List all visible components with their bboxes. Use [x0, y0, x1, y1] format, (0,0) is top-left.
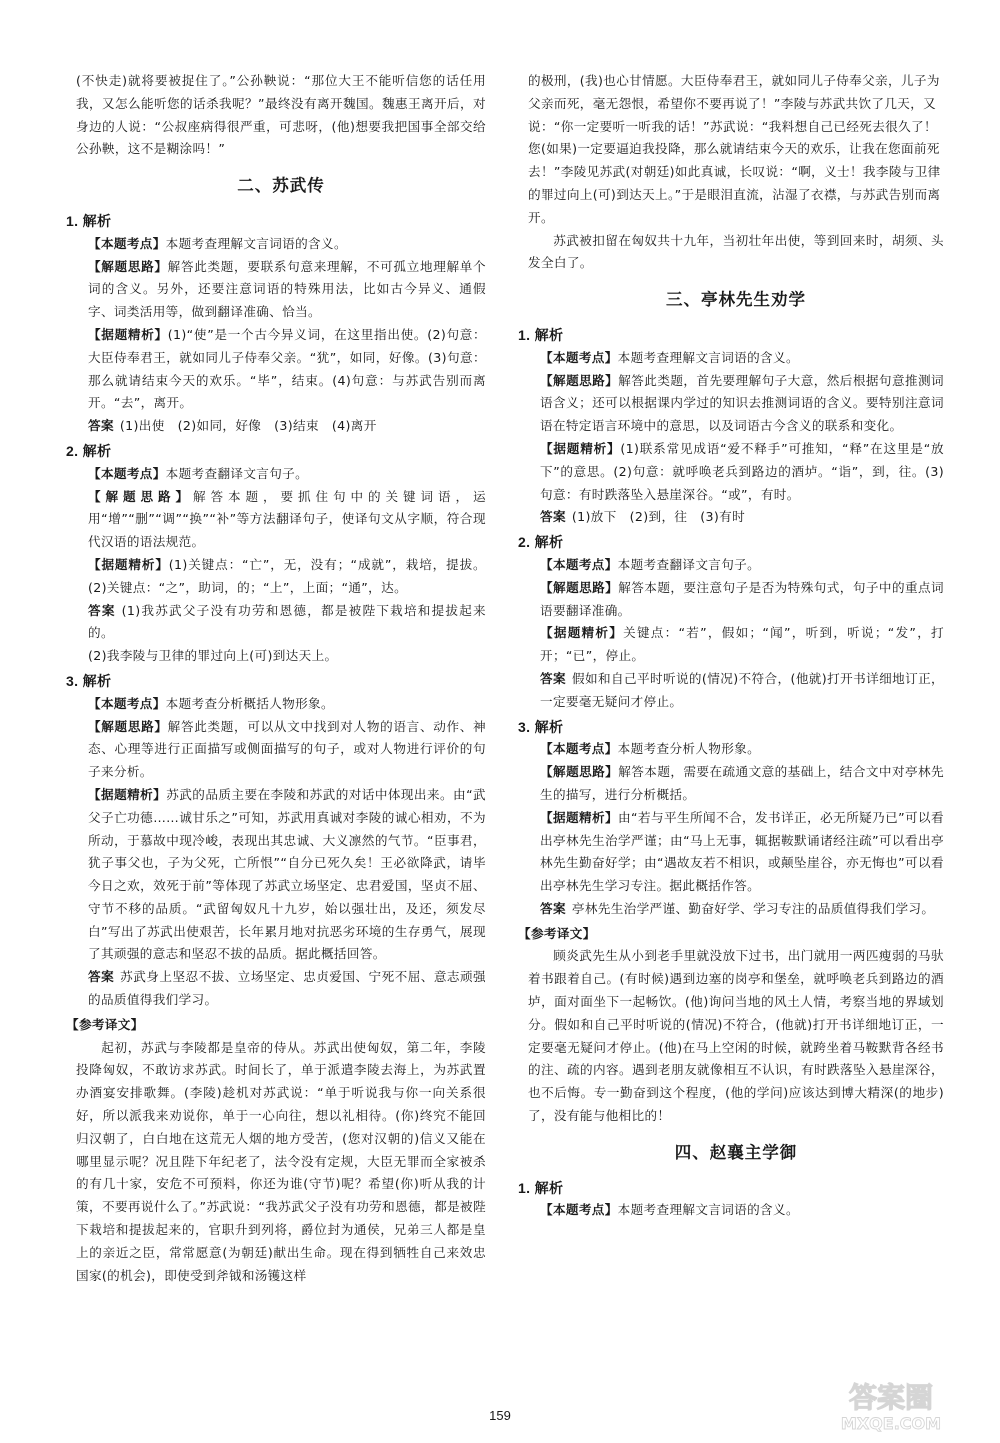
- jingxi-tag: 【据题精析】: [88, 556, 169, 572]
- silu-text: 解答此类题，首先要理解句子大意，然后根据句意推测词语含义；还可以根据课内学过的知识去推测词语的含义。要特别注意词语在特定语言环境中的意思，以及词语古今含义的联系和变化。: [540, 372, 944, 434]
- kaodian-text: 本题考查翻译文言句子。: [165, 465, 309, 481]
- kaodian-tag: 【本题考点】: [88, 695, 166, 711]
- right-column: [518, 70, 944, 1222]
- answer-text-2: (2)我李陵与卫律的罪过向上(可)到达天上。: [88, 648, 338, 664]
- silu-tag: 【解题思路】: [88, 718, 168, 734]
- jingxi-tag: 【据题精析】: [88, 786, 167, 802]
- reference-translation-text: 顾炎武先生从小到老手里就没放下过书，出门就用一两匹瘦弱的马驮着书跟着自己。(有时候)遇到边塞的岗亭和堡垒，就呼唤老兵到路边的酒垆，面对面坐下一起畅饮。(他)询问当地的风土人情，考察当地的界域划分。假如和自己平时听说的(情况)不符合，(他就)打开书详细地订正，一定要毫无疑问才停止。(他)在马上空闲的时候，就跨坐着马鞍默背各经书的注、疏的内容。遇到老朋友就像相互不认识，有时跌落坠入悬崖深谷，也不后悔。专一勤奋到这个程度，(他的学问)应该达到博大精深(的地步)了，没有能与他相比的！: [528, 948, 944, 1124]
- section-title-zhaoxiang: 四、赵襄主学御: [674, 1142, 798, 1162]
- question-heading: 1. 解析: [66, 212, 112, 229]
- jingxi-text: (1)关键点：“亡”，无，没有；“成就”，栽培，提拔。(2)关键点：“之”，助词，的；“上”，上面；“通”，达。: [88, 556, 486, 595]
- question-3: [66, 670, 486, 1012]
- silu-tag: 【解题思路】: [88, 488, 194, 504]
- kaodian-tag: 【本题考点】: [88, 235, 166, 251]
- question-1: [518, 324, 944, 529]
- kaodian-text: 本题考查理解文言词语的含义。: [617, 1202, 799, 1218]
- question-1: [66, 210, 486, 438]
- kaodian-tag: 【本题考点】: [540, 556, 618, 572]
- kaodian-tag: 【本题考点】: [88, 465, 166, 481]
- answer-text: 苏武身上坚忍不拔、立场坚定、忠贞爱国、宁死不屈、意志顽强的品质值得我们学习。: [88, 969, 486, 1008]
- section-title-tinglin: 三、亭林先生劝学: [666, 290, 806, 310]
- kaodian-text: 本题考查分析概括人物形象。: [165, 695, 334, 711]
- question-heading: 2. 解析: [66, 442, 112, 459]
- jingxi-text: (1)联系常见成语“爱不释手”可推知，“释”在这里是“放下”的意思。(2)句意：就呼唤老兵到路边的酒垆。“诣”，到，往。(3)句意：有时跌落坠入悬崖深谷。“或”，有时。: [540, 440, 944, 502]
- answer-label: 答案: [88, 969, 115, 985]
- question-3: [518, 716, 944, 921]
- silu-text: 解答本题，要抓住句中的关键词语，运用“增”“删”“调”“换”“补”等方法翻译句子，使译句文从字顺，符合现代汉语的语法规范。: [88, 488, 486, 550]
- kaodian-text: 本题考查理解文言词语的含义。: [617, 349, 799, 365]
- silu-tag: 【解题思路】: [88, 258, 168, 274]
- translation-continued-2: 苏武被扣留在匈奴共十九年，当初壮年出使，等到回来时，胡须、头发全白了。: [528, 232, 944, 271]
- question-heading: 3. 解析: [518, 718, 564, 735]
- answer-label: 答案: [88, 418, 114, 434]
- question-2: [518, 531, 944, 713]
- jingxi-text: 由“若与平生所闻不合，发书详正，必无所疑乃已”可以看出亭林先生治学严谨；由“马上无事，辄据鞍默诵诸经注疏”可以看出亭林先生勤奋好学；由“遇故友若不相识，或颠坠崖谷，亦无悔也”可以看出亭林先生学习专注。据此概括作答。: [540, 809, 944, 894]
- silu-text: 解答此类题，要联系句意来理解，不可孤立地理解单个词的含义。另外，还要注意词语的特殊用法，比如古今异义、通假字、词类活用等，做到翻译准确、恰当。: [88, 258, 486, 320]
- answer-label: 答案: [540, 509, 566, 525]
- silu-text: 解答本题，要注意句子是否为特殊句式，句子中的重点词语要翻译准确。: [540, 579, 944, 618]
- jingxi-text: (1)“使”是一个古今异义词，在这里指出使。(2)句意：大臣侍奉君王，就如同儿子侍奉父亲。“犹”，如同，好像。(3)句意：那么就请结束今天的欢乐。“毕”，结束。(4)句意：与苏武告别而离开。“去”，离开。: [88, 326, 486, 411]
- watermark-logo: [796, 1373, 986, 1435]
- silu-tag: 【解题思路】: [540, 764, 619, 780]
- kaodian-text: 本题考查翻译文言句子。: [617, 556, 761, 572]
- kaodian-tag: 【本题考点】: [540, 1202, 618, 1218]
- watermark-text: 答案圈: [848, 1381, 934, 1414]
- question-heading: 2. 解析: [518, 534, 564, 551]
- question-2: [66, 440, 486, 668]
- question-heading: 1. 解析: [518, 1179, 564, 1196]
- answer-text: (1)出使 (2)如同，好像 (3)结束 (4)离开: [119, 418, 377, 434]
- jingxi-text: 苏武的品质主要在李陵和苏武的对话中体现出来。由“武父子亡功德……诚甘乐之”可知，苏武用真诚对李陵的诚心相劝，不为所动，于慕故中现冷峻，表现出其忠诚、大义凛然的气节。“臣事君，犹子事父也，子为父死，亡所恨”“自分已死久矣！王必欲降武，请毕今日之欢，效死于前”等体现了苏武立场坚定、忠君爱国，坚贞不屈、守节不移的品质。“武留匈奴凡十九岁，始以强壮出，及还，须发尽白”写出了苏武出使艰苦，长年累月地对抗恶劣环境的生存勇气，展现了其顽强的意志和坚忍不拔的品质。据此概括回答。: [88, 786, 486, 962]
- answer-text: (1)放下 (2)到，往 (3)有时: [571, 509, 746, 525]
- silu-text: 解答此类题，可以从文中找到对人物的语言、动作、神态、心理等进行正面描写或侧面描写的句子，或对人物进行评价的句子来分析。: [88, 718, 486, 780]
- answer-text: 亭林先生治学严谨、勤奋好学、学习专注的品质值得我们学习。: [571, 900, 935, 916]
- watermark-url: MXQE.COM: [840, 1414, 942, 1433]
- answer-label: 答案: [540, 900, 566, 916]
- translation-continued: 的极刑，(我)也心甘情愿。大臣侍奉君王，就如同儿子侍奉父亲，儿子为父亲而死，毫无怨恨，希望你不要再说了！”李陵与苏武共饮了几天，又说：“你一定要听一听我的话！”苏武说：“我料想自己已经死去很久了！您(如果)一定要逼迫我投降，那么就请结束今天的欢乐，让我在您面前死去！”李陵见苏武(对朝廷)如此真诚，长叹说：“啊，义士！我李陵与卫律的罪过向上(可)到达天上。”于是眼泪直流，沾湿了衣襟，与苏武告别而离开。: [528, 73, 941, 225]
- section-title-suwu: 二、苏武传: [237, 176, 325, 196]
- jingxi-text: 关键点：“若”，假如；“闻”，听到，听说；“发”，打开；“已”，停止。: [540, 625, 944, 664]
- answer-text: 假如和自己平时听说的(情况)不符合，(他就)打开书详细地订正，一定要毫无疑问才停止。: [540, 670, 944, 709]
- answer-label: 答案: [540, 670, 566, 686]
- page-number: 159: [489, 1408, 511, 1423]
- silu-tag: 【解题思路】: [540, 372, 619, 388]
- question-1: [518, 1177, 944, 1223]
- silu-tag: 【解题思路】: [540, 579, 619, 595]
- reference-translation-heading: 【参考译文】: [66, 1016, 144, 1032]
- answer-label: 答案: [88, 602, 116, 618]
- kaodian-tag: 【本题考点】: [540, 349, 618, 365]
- jingxi-tag: 【据题精析】: [88, 326, 168, 342]
- question-heading: 3. 解析: [66, 672, 112, 689]
- kaodian-text: 本题考查理解文言词语的含义。: [165, 235, 347, 251]
- kaodian-text: 本题考查分析人物形象。: [617, 741, 761, 757]
- question-heading: 1. 解析: [518, 326, 564, 343]
- jingxi-tag: 【据题精析】: [540, 625, 624, 641]
- answer-text: (1)我苏武父子没有功劳和恩德，都是被陛下栽培和提拔起来的。: [88, 602, 486, 641]
- left-column: [66, 70, 486, 1287]
- jingxi-tag: 【据题精析】: [540, 440, 621, 456]
- silu-text: 解答本题，需要在疏通文意的基础上，结合文中对亭林先生的描写，进行分析概括。: [540, 764, 944, 802]
- reference-translation-text: 起初，苏武与李陵都是皇帝的侍从。苏武出使匈奴，第二年，李陵投降匈奴，不敢访求苏武。时间长了，单于派遣李陵去海上，为苏武置办酒宴安排歌舞。(李陵)趁机对苏武说：“单于听说我与你一向关系很好，所以派我来劝说你，单于一心向往，想以礼相待。(你)终究不能回归汉朝了，白白地在这荒无人烟的地方受苦，(您对汉朝的)信义又能在哪里显示呢？况且陛下年纪老了，法令没有定规，大臣无罪而全家被杀的有几十家，安危不可预料，你还为谁(守节)呢？希望(你)听从我的计策，不要再说什么了。”苏武说：“我苏武父子没有功劳和恩德，都是被陛下栽培和提拔起来的，官职升到列将，爵位封为通侯，兄弟三人都是皇上的亲近之臣，常常愿意(为朝廷)献出生命。现在得到牺牲自己来效忠国家(的机会)，即使受到斧钺和汤镬这样: [76, 1039, 486, 1283]
- intro-paragraph: (不快走)就将要被捉住了。”公孙鞅说：“那位大王不能听信您的话任用我，又怎么能听您的话杀我呢？”最终没有离开魏国。魏惠王离开后，对身边的人说：“公叔座病得很严重，可悲呀，(他)想要我把国事全部交给公孙鞅，这不是糊涂吗！”: [76, 73, 486, 157]
- kaodian-tag: 【本题考点】: [540, 741, 618, 757]
- reference-translation-heading: 【参考译文】: [518, 925, 596, 941]
- jingxi-tag: 【据题精析】: [540, 809, 619, 825]
